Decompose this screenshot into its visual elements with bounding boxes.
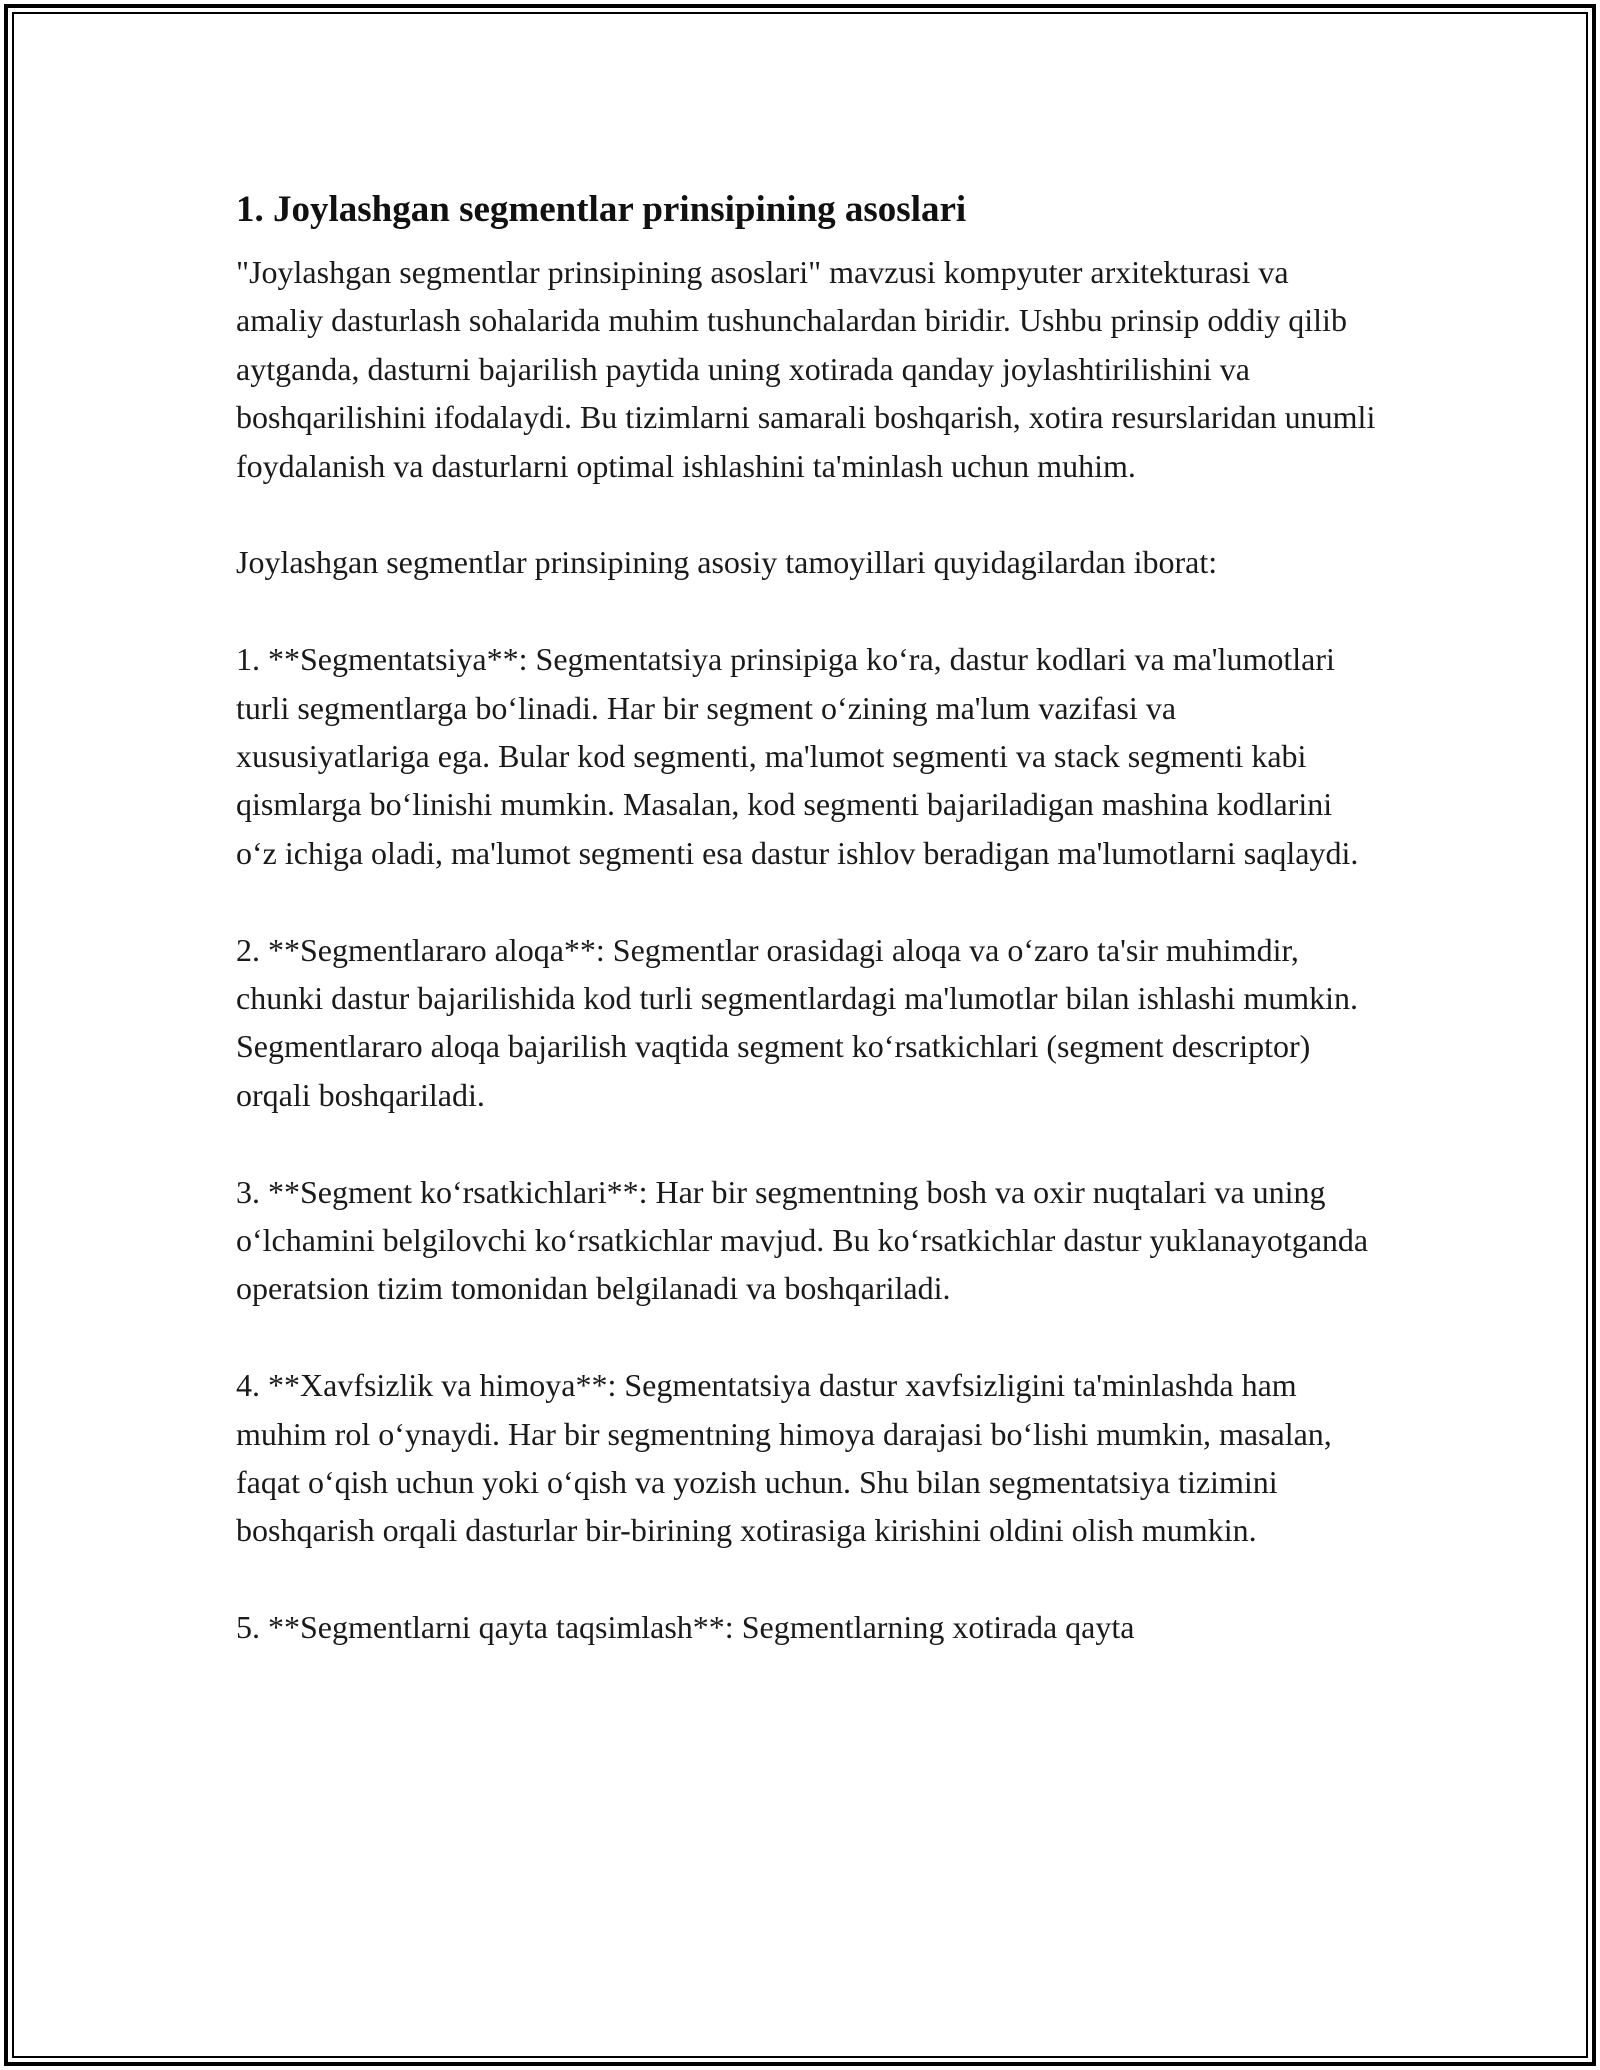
list-item-segmentation: 1. **Segmentatsiya**: Segmentatsiya prinsipiga koʻra, dastur kodlari va ma'lumotlari turli segmentlarga boʻlinadi. Har bir segment oʻzining ma'lum vazifasi va xususiyatlariga ega. Bular kod segmenti, ma'lumot segmenti va stack segmenti kabi qismlarga boʻlinishi mumkin. Masalan, kod segmenti bajariladigan mashina kodlarini oʻz ichiga oladi, ma'lumot segmenti esa dastur ishlov beradigan ma'lumotlarni saqlaydi. [236,641,1359,871]
intro-paragraph: "Joylashgan segmentlar prinsipining asoslari" mavzusi kompyuter arxitekturasi va amaliy dasturlash sohalarida muhim tushunchalardan biridir. Ushbu prinsip oddiy qilib aytganda, dasturni bajarilish paytida uning xotirada qanday joylashtirilishini va boshqarilishini ifodalaydi. Bu tizimlarni samarali boshqarish, xotira resurslaridan unumli foydalanish va dasturlarni optimal ishlashini ta'minlash uchun muhim. [236,254,1376,484]
list-item-segment-reallocation: 5. **Segmentlarni qayta taqsimlash**: Segmentlarning xotirada qayta [236,1609,1135,1646]
document-body [236,186,1376,1700]
document-title: 1. Joylashgan segmentlar prinsipining asoslari [236,189,967,230]
list-item-security-protection: 4. **Xavfsizlik va himoya**: Segmentatsiya dastur xavfsizligini ta'minlashda ham muhim rol oʻynaydi. Har bir segmentning himoya darajasi boʻlishi mumkin, masalan, faqat oʻqish uchun yoki oʻqish va yozish uchun. Shu bilan segmentatsiya tizimini boshqarish orqali dasturlar bir-birining xotirasiga kirishini oldini olish mumkin. [236,1367,1332,1549]
list-item-intersegment-communication: 2. **Segmentlararo aloqa**: Segmentlar orasidagi aloqa va oʻzaro ta'sir muhimdir, chunki dastur bajarilishida kod turli segmentlardagi ma'lumotlar bilan ishlashi mumkin. Segmentlararo aloqa bajarilish vaqtida segment koʻrsatkichlari (segment descriptor) orqali boshqariladi. [236,931,1358,1113]
list-item-segment-descriptors: 3. **Segment koʻrsatkichlari**: Har bir segmentning bosh va oxir nuqtalari va uning oʻlchamini belgilovchi koʻrsatkichlar mavjud. Bu koʻrsatkichlar dastur yuklanayotganda operatsion tizim tomonidan belgilanadi va boshqariladi. [236,1173,1369,1307]
principles-lead-paragraph: Joylashgan segmentlar prinsipining asosiy tamoyillari quyidagilardan iborat: [236,544,1218,581]
